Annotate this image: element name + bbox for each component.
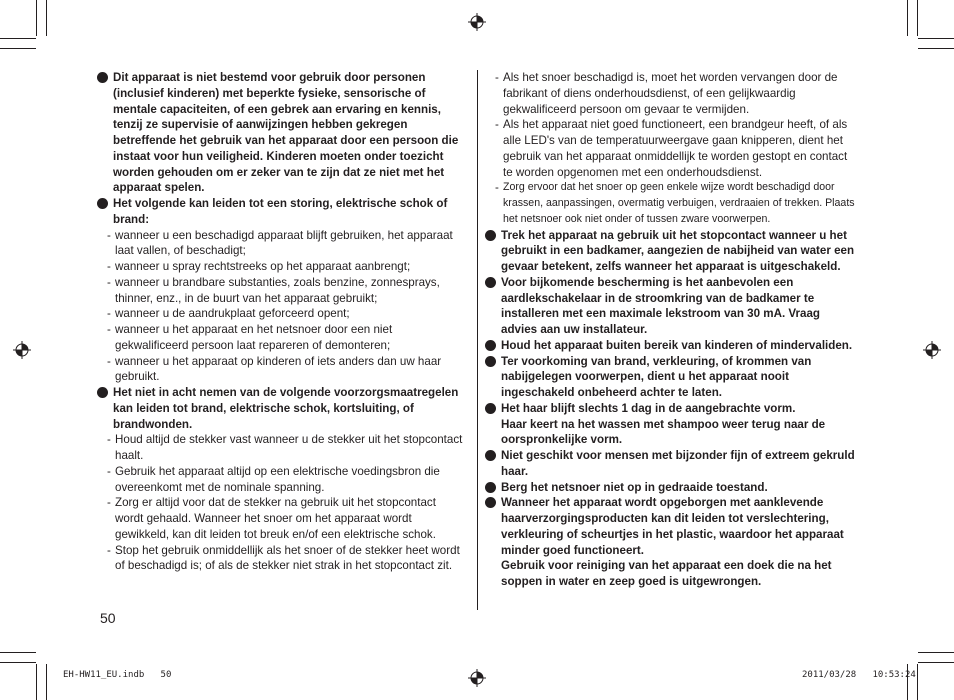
dash-item: - Als het snoer beschadigd is, moet het worden vervangen door de fabrikant of diens onderhoudsdienst, of een gelijkwaardig gekwalificeerd persoon om gevaar te vermijden. (495, 71, 838, 116)
crop-mark (918, 38, 954, 39)
left-column (97, 70, 467, 574)
bullet-icon (97, 387, 108, 398)
crop-mark (907, 0, 908, 36)
crop-mark (0, 48, 36, 49)
dash-item: - Stop het gebruik onmiddellijk als het snoer of de stekker heet wordt of beschadigd is; of als de stekker niet strak in het stopcontact zit. (107, 543, 460, 573)
bullet-text: Trek het apparaat na gebruik uit het stopcontact wanneer u het gebruikt in een badkamer, aangezien de nabijheid van water een gevaar betekent, zelfs wanneer het apparaat is uitgeschakeld. (501, 228, 855, 273)
dash-text: wanneer u de aandrukplaat geforceerd opent; (115, 307, 350, 321)
bullet-icon (485, 482, 496, 493)
dash-text: Als het snoer beschadigd is, moet het worden vervangen door de fabrikant of diens onderhoudsdienst, of een gelijkwaardig gekwalificeerd persoon om gevaar te vermijden. (503, 71, 838, 116)
dash-item: - wanneer u de aandrukplaat geforceerd opent; (107, 307, 350, 321)
crop-mark (0, 652, 36, 653)
dash-item: - wanneer u brandbare substanties, zoals benzine, zonnesprays, thinner, enz., in de buurt van het apparaat gebruikt; (107, 275, 440, 305)
bullet-icon (485, 450, 496, 461)
bullet-item (485, 354, 855, 401)
bullet-text: Dit apparaat is niet bestemd voor gebruik door personen (inclusief kinderen) met beperkte fysieke, sensorische of mentale capaciteiten, of een gebrek aan ervaring en kennis, tenzij ze supervisie of aanwijzingen hebben gekregen betreffende het gebruik van het apparaat door een persoon die instaat voor hun veiligheid. Kinderen moeten onder toezicht worden gehouden om er zeker van te zijn dat ze niet met het apparaat spelen. (113, 71, 459, 195)
crop-mark (0, 38, 36, 39)
bullet-text: Berg het netsnoer niet op in gedraaide toestand. (501, 480, 768, 494)
dash-item: - Als het apparaat niet goed functioneert, een brandgeur heeft, of als alle LED's van de temperatuurweergave gaan knipperen, dient het gebruik van het apparaat onmiddellijk te worden gestopt en contact te worden opgenomen met een onderhoudsdienst. (495, 118, 848, 179)
dash-item: - Gebruik het apparaat altijd op een elektrische voedingsbron die overeenkomt met de nominale spanning. (107, 464, 440, 494)
dash-item: - wanneer u een beschadigd apparaat blijft gebruiken, het apparaat laat vallen, of beschadigt; (107, 228, 453, 258)
bullet-item (97, 196, 467, 228)
crop-mark (917, 664, 918, 700)
dash-text: Als het apparaat niet goed functioneert, een brandgeur heeft, of als alle LED's van de temperatuurweergave gaan knipperen, dient het gebruik van het apparaat onmiddellijk te worden gestopt en contact te worden opgenomen met een onderhoudsdienst. (503, 118, 848, 179)
bullet-icon (97, 198, 108, 209)
bullet-icon (485, 230, 496, 241)
bullet-icon (485, 277, 496, 288)
bullet-text: Wanneer het apparaat wordt opgeborgen met aanklevende haarverzorgingsproducten kan dit leiden tot verslechtering, verkleuring of scheurtjes in het plastic, waardoor het apparaat minder goed functioneert. (501, 496, 844, 557)
dash-text: wanneer u het apparaat op kinderen of iets anders dan uw haar gebruikt. (115, 354, 442, 384)
dash-text: Zorg er altijd voor dat de stekker na gebruik uit het stopcontact wordt gehaald. Wanneer het snoer om het apparaat wordt gewikkeld, kan dit leiden tot breuk en/of een elektrische schok. (115, 496, 436, 541)
bullet-item (485, 448, 855, 480)
dash-text: wanneer u het apparaat en het netsnoer door een niet gekwalificeerd persoon laat repareren of demonteren; (115, 323, 393, 352)
bullet-icon (485, 497, 496, 508)
column-divider (477, 70, 478, 610)
bullet-text: Houd het apparaat buiten bereik van kinderen of mindervaliden. (501, 338, 853, 352)
bullet-item (485, 480, 855, 496)
bullet-text: Het haar blijft slechts 1 dag in de aangebrachte vorm. (501, 401, 796, 415)
dash-item: - Houd altijd de stekker vast wanneer u de stekker uit het stopcontact haalt. (107, 433, 463, 462)
bullet-item (485, 275, 855, 338)
bullet-text: Haar keert na het wassen met shampoo weer terug naar de oorspronkelijke vorm. (501, 417, 826, 447)
bullet-text: Het niet in acht nemen van de volgende voorzorgsmaatregelen kan leiden tot brand, elektrische schok, kortsluiting, of brandwonden. (113, 386, 459, 431)
dash-text: wanneer u spray rechtstreeks op het apparaat aanbrengt; (115, 260, 411, 273)
dash-text: wanneer u brandbare substanties, zoals benzine, zonnesprays, thinner, enz., in de buurt van het apparaat gebruikt; (115, 275, 440, 305)
crop-mark (918, 48, 954, 49)
registration-mark-icon (468, 13, 486, 31)
bullet-text: Voor bijkomende bescherming is het aanbevolen een aardlekschakelaar in de stroomkring van de badkamer te installeren met een maximale lekstroom van 30 mA. Vraag advies aan uw installateur. (501, 275, 820, 336)
dash-text: Zorg ervoor dat het snoer op geen enkele wijze wordt beschadigd door krassen, aanpassingen, overmatig verbuigen, verdraaien of trekken. Plaats het netsnoer ook niet onder of tussen zware voorwerpen. (503, 181, 855, 225)
dash-text: Stop het gebruik onmiddellijk als het snoer of de stekker heet wordt of beschadigd is; of als de stekker niet strak in het stopcontact zit. (115, 543, 460, 573)
bullet-text: Gebruik voor reiniging van het apparaat een doek die na het soppen in water en zeep goed is uitgewrongen. (501, 559, 832, 588)
bullet-text: Niet geschikt voor mensen met bijzonder fijn of extreem gekruld haar. (501, 449, 855, 478)
crop-mark (46, 0, 47, 36)
bullet-item (97, 385, 467, 432)
crop-mark (918, 662, 954, 663)
bullet-icon (485, 403, 496, 414)
bullet-icon (97, 72, 108, 83)
footer-timestamp: 2011/03/28 10:53:24 (802, 670, 916, 680)
right-column (485, 70, 855, 590)
crop-mark (0, 662, 36, 663)
dash-text: wanneer u een beschadigd apparaat blijft gebruiken, het apparaat laat vallen, of beschadigt; (115, 228, 453, 258)
dash-item: - Zorg er altijd voor dat de stekker na gebruik uit het stopcontact wordt gehaald. Wanneer het snoer om het apparaat wordt gewikkeld, kan dit leiden tot breuk en/of een elektrische schok. (107, 496, 436, 541)
crop-mark (36, 664, 37, 700)
bullet-icon (485, 340, 496, 351)
dash-text: Gebruik het apparaat altijd op een elektrische voedingsbron die overeenkomt met de nominale spanning. (115, 464, 440, 494)
crop-mark (918, 652, 954, 653)
page-number: 50 (100, 610, 116, 626)
dash-item: - Zorg ervoor dat het snoer op geen enkele wijze wordt beschadigd door krassen, aanpassingen, overmatig verbuigen, verdraaien of trekken. Plaats het netsnoer ook niet onder of tussen zware voorwerpen. (495, 181, 855, 225)
crop-mark (917, 0, 918, 36)
footer-file-info: EH-HW11_EU.indb 50 (63, 670, 172, 680)
dash-item: - wanneer u spray rechtstreeks op het apparaat aanbrengt; (107, 260, 411, 273)
bullet-icon (485, 356, 496, 367)
dash-item: - wanneer u het apparaat op kinderen of iets anders dan uw haar gebruikt. (107, 354, 442, 384)
dash-text: Houd altijd de stekker vast wanneer u de stekker uit het stopcontact haalt. (115, 433, 463, 462)
bullet-item (97, 70, 467, 196)
bullet-item (485, 495, 855, 590)
bullet-text: Het volgende kan leiden tot een storing, elektrische schok of brand: (113, 197, 448, 226)
registration-mark-icon (923, 341, 941, 359)
registration-mark-icon (468, 669, 486, 687)
bullet-item (485, 338, 855, 354)
bullet-text: Ter voorkoming van brand, verkleuring, of krommen van nabijgelegen voorwerpen, dient u het apparaat nooit ingeschakeld onbeheerd achter te laten. (501, 354, 812, 399)
dash-item: - wanneer u het apparaat en het netsnoer door een niet gekwalificeerd persoon laat repareren of demonteren; (107, 323, 393, 352)
registration-mark-icon (13, 341, 31, 359)
bullet-item (485, 401, 855, 448)
bullet-item (485, 228, 855, 275)
crop-mark (36, 0, 37, 36)
crop-mark (46, 664, 47, 700)
